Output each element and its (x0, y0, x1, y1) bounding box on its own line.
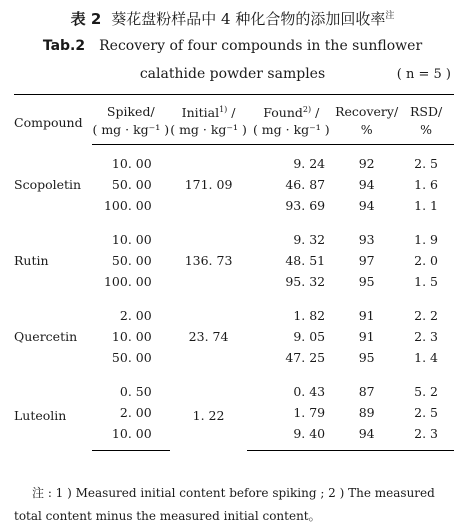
recovery-cell: 89 (358, 405, 375, 421)
header-recovery-unit: % (335, 121, 398, 145)
spiked-cell: 50. 00 (111, 253, 152, 269)
header-rsd-unit: % (398, 121, 454, 145)
rsd-cell: 2. 3 (398, 423, 454, 451)
header-initial: Initial$^{1)}$ / (170, 95, 248, 122)
recovery-cell: 91 (358, 308, 375, 324)
table-row (14, 229, 454, 250)
table-label-cn: 表 2 (70, 10, 102, 28)
found-cell: 1. 82 (293, 308, 326, 324)
compound-name: Luteolin (14, 408, 67, 424)
found-cell: 47. 25 (285, 350, 326, 366)
header-found: Found$^{2)}$ / (247, 95, 335, 122)
recovery-cell: 94 (335, 423, 398, 451)
footnote-line-2: total content minus the measured initial content。 (14, 509, 321, 523)
found-cell: 93. 69 (285, 198, 326, 214)
sample-size-note: ( n = 5 ) (396, 67, 451, 82)
rsd-cell: 1. 9 (414, 232, 439, 248)
rsd-cell: 1. 6 (414, 177, 439, 193)
header-compound: Compound (14, 95, 92, 145)
recovery-cell: 91 (358, 329, 375, 345)
recovery-cell: 92 (358, 156, 375, 172)
found-cell: 95. 32 (285, 274, 326, 290)
spiked-cell: 10. 00 (92, 423, 170, 451)
table-row (14, 305, 454, 326)
recovery-cell: 94 (358, 177, 375, 193)
table-title-en-line2: calathide powder samples (139, 66, 326, 82)
found-cell: 1. 79 (293, 405, 326, 421)
found-cell: 0. 43 (293, 384, 326, 400)
spiked-cell: 2. 00 (119, 308, 152, 324)
recovery-cell: 95 (358, 350, 375, 366)
header-rsd: RSD/ (398, 95, 454, 122)
rsd-cell: 2. 5 (414, 405, 439, 421)
table-title-en-line1: Recovery of four compounds in the sunflower (99, 38, 423, 54)
table-row (14, 145, 454, 175)
found-cell: 46. 87 (285, 177, 326, 193)
compound-name: Rutin (14, 253, 49, 269)
found-cell: 48. 51 (285, 253, 326, 269)
table-row (14, 381, 454, 402)
found-cell: 9. 24 (293, 156, 326, 172)
recovery-table (14, 94, 454, 451)
table-title-cn (0, 8, 465, 29)
spiked-cell: 10. 00 (111, 329, 152, 345)
found-cell: 9. 40 (247, 423, 335, 451)
rsd-cell: 1. 4 (414, 350, 439, 366)
initial-cell: 136. 73 (184, 253, 233, 269)
table-title-en (0, 38, 465, 54)
rsd-cell: 2. 5 (414, 156, 439, 172)
initial-cell: 23. 74 (188, 329, 229, 345)
rsd-cell: 1. 1 (414, 198, 439, 214)
spiked-cell: 0. 50 (119, 384, 152, 400)
spiked-cell: 10. 00 (111, 156, 152, 172)
rsd-cell: 1. 5 (414, 274, 439, 290)
recovery-cell: 95 (358, 274, 375, 290)
spiked-cell: 2. 00 (119, 405, 152, 421)
compound-name: Quercetin (14, 329, 78, 345)
found-cell: 9. 32 (293, 232, 326, 248)
rsd-cell: 2. 3 (414, 329, 439, 345)
initial-cell: 1. 22 (192, 408, 225, 424)
recovery-cell: 94 (358, 198, 375, 214)
spiked-cell: 10. 00 (111, 232, 152, 248)
header-found-unit: ( mg · kg⁻¹ ) (247, 121, 335, 145)
title-note-mark: 注 (385, 11, 395, 21)
recovery-cell: 87 (358, 384, 375, 400)
recovery-cell: 97 (358, 253, 375, 269)
header-recovery: Recovery/ (335, 95, 398, 122)
spiked-cell: 100. 00 (103, 274, 152, 290)
spiked-cell: 50. 00 (111, 177, 152, 193)
rsd-cell: 2. 2 (414, 308, 439, 324)
spiked-cell: 50. 00 (111, 350, 152, 366)
header-spiked-unit: ( mg · kg⁻¹ ) (92, 121, 170, 145)
footnote-line-1: 注 : 1 ) Measured initial content before spiking ; 2 ) The measured (32, 486, 435, 500)
spiked-cell: 100. 00 (103, 198, 152, 214)
table-label-en: Tab.2 (42, 38, 86, 54)
header-spiked: Spiked/ (92, 95, 170, 122)
compound-name: Scopoletin (14, 176, 82, 192)
header-initial-unit: ( mg · kg⁻¹ ) (170, 121, 248, 145)
table-footnote (14, 482, 454, 528)
rsd-cell: 5. 2 (414, 384, 439, 400)
recovery-cell: 93 (358, 232, 375, 248)
table-title-cn-text: 葵花盘粉样品中 4 种化合物的添加回收率 (111, 10, 386, 28)
found-cell: 9. 05 (293, 329, 326, 345)
initial-cell: 171. 09 (184, 177, 233, 193)
rsd-cell: 2. 0 (414, 253, 439, 269)
